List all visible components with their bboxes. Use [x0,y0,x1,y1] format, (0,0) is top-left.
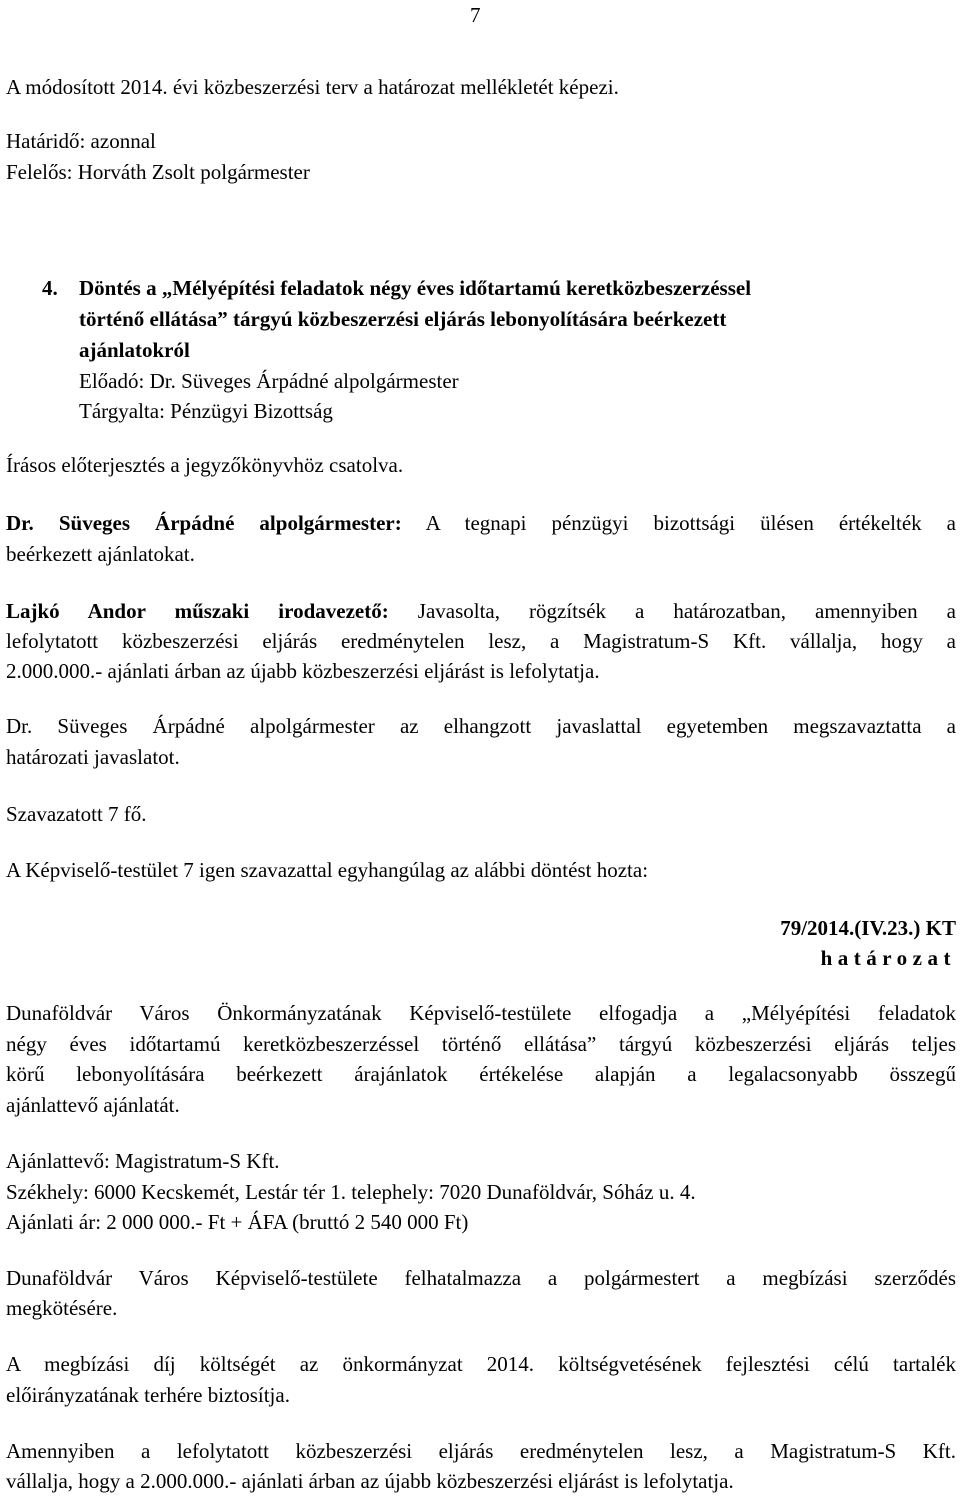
speaker-name: Lajkó Andor műszaki irodavezető: [6,599,389,623]
speech-text: A tegnapi pénzügyi bizottsági ülésen értékelték a [401,511,956,535]
speech-line: lefolytatott közbeszerzési eljárás eredménytelen lesz, a Magistratum-S Kft. vállalja, hogy a [6,629,956,653]
page-number: 7 [470,3,481,27]
presenter-line: Előadó: Dr. Süveges Árpádné alpolgármester [79,369,459,393]
resolution-text-line: ajánlattevő ajánlatát. [6,1093,180,1117]
resolution-text-line: Dunaföldvár Város Képviselő-testülete felhatalmazza a polgármestert a megbízási szerződés [6,1266,956,1290]
speaker-name: Dr. Süveges Árpádné alpolgármester: [6,511,402,535]
responsible-line: Felelős: Horváth Zsolt polgármester [6,160,310,184]
vote-call-line: határozati javaslatot. [6,745,180,769]
speech-line: beérkezett ajánlatokat. [6,542,195,566]
resolution-text-line: körű lebonyolítására beérkezett árajánlatok értékelése alapján a legalacsonyabb összegű [6,1062,956,1086]
speech-line: 2.000.000.- ajánlati árban az újabb közbeszerzési eljárást is lefolytatja. [6,659,600,683]
resolution-number: 79/2014.(IV.23.) KT [780,916,956,940]
agenda-item-title-line: történő ellátása” tárgyú közbeszerzési eljárás lebonyolítására beérkezett [79,307,727,331]
resolution-text-line: Dunaföldvár Város Önkormányzatának Képviselő-testülete elfogadja a „Mélyépítési feladatok [6,1001,956,1025]
speech-line [6,596,956,627]
discussed-by-line: Tárgyalta: Pénzügyi Bizottság [79,399,333,423]
agenda-item-number: 4. [42,276,58,300]
voted-count: Szavazatott 7 fő. [6,802,147,826]
speech-text: Javasolta, rögzítsék a határozatban, amennyiben a [388,599,956,623]
vote-call-line: Dr. Süveges Árpádné alpolgármester az elhangzott javaslattal egyetemben megszavaztatta a [6,714,956,738]
resolution-text-line: előirányzatának terhére biztosítja. [6,1383,290,1407]
bidder-line: Ajánlattevő: Magistratum-S Kft. [6,1149,280,1173]
resolution-label: határozat [820,946,956,970]
seat-line: Székhely: 6000 Kecskemét, Lestár tér 1. telephely: 7020 Dunaföldvár, Sóház u. 4. [6,1180,696,1204]
price-line: Ajánlati ár: 2 000 000.- Ft + ÁFA (bruttó 2 540 000 Ft) [6,1210,469,1234]
resolution-text-line: megkötésére. [6,1296,118,1320]
speech-line [6,508,956,539]
resolution-text-line: vállalja, hogy a 2.000.000.- ajánlati árban az újabb közbeszerzési eljárást is lefolytatja. [6,1469,734,1493]
deadline-line: Határidő: azonnal [6,129,156,153]
decision-intro: A Képviselő-testület 7 igen szavazattal egyhangúlag az alábbi döntést hozta: [6,858,649,882]
resolution-text-line: A megbízási díj költségét az önkormányzat 2014. költségvetésének fejlesztési célú tartalék [6,1352,956,1376]
written-proposal-note: Írásos előterjesztés a jegyzőkönyvhöz csatolva. [6,453,404,477]
agenda-item-title-line: Döntés a „Mélyépítési feladatok négy éves időtartamú keretközbeszerzéssel [79,276,752,300]
resolution-text-line: Amennyiben a lefolytatott közbeszerzési eljárás eredménytelen lesz, a Magistratum-S Kft. [6,1439,956,1463]
agenda-item-title-line: ajánlatokról [79,338,190,362]
resolution-text-line: négy éves időtartamú keretközbeszerzéssel történő ellátása” tárgyú közbeszerzési eljárás teljes [6,1032,956,1056]
intro-line: A módosított 2014. évi közbeszerzési terv a határozat mellékletét képezi. [6,75,619,99]
